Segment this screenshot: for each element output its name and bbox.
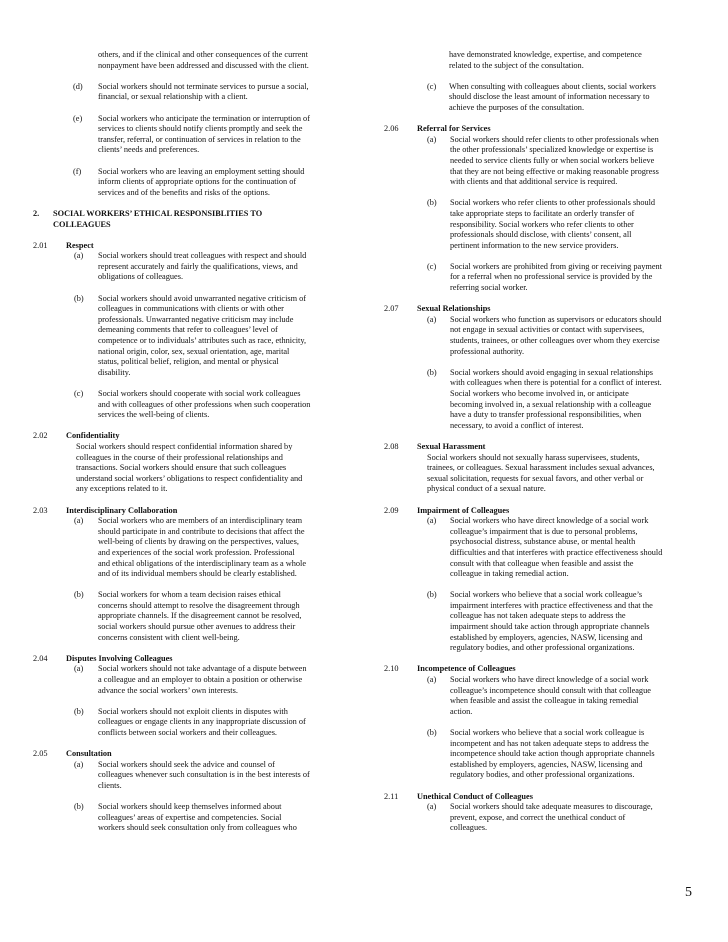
text-line: appropriate channels. If the disagreement cannot be resolved, (98, 611, 302, 621)
text-line: Social workers for whom a team decision raises ethical (98, 590, 281, 600)
text-line: Social workers should refer clients to other professionals when (450, 134, 659, 144)
text-line: Social workers who believe that a social work colleague is (450, 728, 645, 737)
text-line: difficulties and that interferes with practice effectiveness should (450, 547, 663, 557)
section-number: 2.08 (384, 441, 399, 451)
text-line: concerns should attempt to resolve the disagreement through (98, 600, 300, 610)
right-column (384, 50, 696, 845)
clause-item (66, 251, 345, 283)
spacer (417, 294, 696, 305)
text-line: demeaning comments that refer to colleagues’ level of (98, 325, 278, 335)
text-line: nonpayment have been addressed and discussed with the client. (98, 60, 309, 70)
section-2-11 (384, 792, 696, 845)
section-number: 2.01 (33, 240, 48, 250)
clause-label: (a) (74, 251, 84, 261)
clause-label: (e) (73, 113, 83, 123)
clause-item (417, 675, 696, 717)
text-line: have a duty to transfer professional responsibilities, when (450, 410, 642, 420)
section-number: 2.11 (384, 791, 399, 801)
text-line: action. (450, 706, 473, 716)
text-line: Social workers who are members of an interdisciplinary team (98, 516, 303, 526)
text-line: incompetent and has not taken adequate steps to address the (450, 738, 649, 748)
section-title: Respect (66, 240, 94, 250)
clause-item (417, 516, 696, 580)
text-line: that they are not being effective or making reasonable progress (450, 166, 659, 176)
clause-label: (b) (74, 706, 84, 716)
text-line: Social workers who are leaving an employment setting should (98, 166, 305, 176)
continued-text (33, 61, 345, 72)
spacer (417, 654, 696, 665)
text-line: colleague’s incompetence should consult with that colleague (450, 685, 651, 695)
spacer (417, 431, 696, 442)
text-line: take appropriate steps to facilitate an orderly transfer of (450, 208, 635, 218)
text-line: Social workers who become involved in, or anticipate (450, 389, 629, 398)
text-line: Social workers should treat colleagues with respect and should (98, 251, 307, 261)
text-line: referring social worker. (450, 283, 528, 293)
clause-item (417, 198, 696, 251)
text-line: and experiences of the social work profession. Professional (98, 547, 295, 557)
section-number: 2.07 (384, 304, 399, 314)
text-line: Social workers should keep themselves informed about (98, 802, 282, 812)
text-line: colleagues or engage clients in any inappropriate discussion of (98, 717, 306, 727)
spacer (66, 580, 345, 591)
text-line: conflicts between social workers and their colleagues. (98, 728, 278, 737)
text-line: for a referral when no professional service is provided by the (450, 272, 653, 282)
spacer (417, 580, 696, 591)
text-line: national origin, color, sex, sexual orientation, age, marital (98, 346, 290, 356)
text-line: inform clients of appropriate options for the continuation of (98, 177, 297, 187)
text-line: Social workers should take adequate measures to discourage, (450, 802, 653, 812)
text-line: professional authority. (450, 346, 525, 356)
clause-item (66, 760, 345, 792)
spacer (66, 696, 345, 707)
spacer (417, 188, 696, 199)
text-line: and ethical obligations of the interdisciplinary team as a whole (98, 558, 307, 568)
spacer (66, 495, 345, 506)
clause-label: (b) (74, 802, 84, 812)
text-line: colleague in taking remedial action. (450, 569, 569, 579)
clause-label: (a) (74, 516, 84, 526)
clause-item (417, 262, 696, 294)
section-2-09 (384, 506, 696, 665)
clause-label: (b) (427, 367, 437, 377)
text-line: well-being of clients by drawing on the perspectives, values, (98, 537, 299, 547)
text-line: needed to service clients fully or when social workers believe (450, 155, 655, 165)
text-line: established by employers, agencies, NASW, licensing and (450, 759, 643, 769)
section-2-01 (33, 241, 345, 432)
text-line: competence or to individuals’ attributes such as race, ethnicity, (98, 336, 307, 346)
text-line: Social workers who have direct knowledge of a social work (450, 516, 649, 526)
clause-label: (f) (73, 166, 82, 176)
section-2-07 (384, 304, 696, 442)
spacer (66, 421, 345, 432)
text-line: Social workers should not take advantage of a dispute between (98, 664, 307, 674)
text-line: and with colleagues of other professions when such cooperation (98, 399, 311, 409)
text-line: Social workers should seek the advice and counsel of (98, 759, 275, 769)
text-line: Social workers should avoid engaging in sexual relationships (450, 367, 654, 377)
clause-item (66, 802, 345, 834)
major-title-line: COLLEAGUES (53, 219, 111, 229)
clause-label: (a) (74, 759, 84, 769)
clause-label: (b) (427, 728, 437, 737)
section-number: 2.05 (33, 749, 48, 759)
text-line: not engage in sexual activities or contact with supervisees, (450, 325, 645, 335)
clause-label: (a) (427, 314, 437, 324)
major-title-line: SOCIAL WORKERS’ ETHICAL RESPONSIBLITIES TO (53, 208, 263, 218)
text-line: related to the subject of the consultation. (449, 60, 584, 70)
text-line: Social workers who function as supervisors or educators should (450, 314, 662, 324)
text-line: impairment should take action through appropriate channels (450, 622, 650, 632)
section-2-02 (33, 431, 345, 505)
clause-item (384, 82, 696, 114)
clause-item (66, 664, 345, 696)
left-column (33, 50, 345, 845)
text-line: clients. (98, 780, 122, 790)
spacer (417, 781, 696, 792)
text-line: consult with that colleague when feasible and assist the (450, 558, 634, 568)
section-title: Incompetence of Colleagues (417, 664, 516, 674)
clause-item (33, 114, 345, 156)
text-line: clients’ needs and preferences. (98, 145, 200, 155)
text-line: concerns consistent with client well-being. (98, 632, 240, 642)
clause-label: (a) (74, 664, 84, 674)
clause-item (417, 590, 696, 654)
clause-item (66, 389, 345, 421)
section-number: 2.03 (33, 505, 48, 515)
spacer (417, 495, 696, 506)
clause-label: (b) (74, 590, 84, 600)
text-line: Social workers should cooperate with social work colleagues (98, 389, 301, 398)
section-2-10 (384, 664, 696, 791)
text-line: understand social workers’ obligations to respect confidentiality and (76, 473, 303, 483)
clause-item (66, 590, 345, 643)
text-line: with clients and that additional service is required. (450, 177, 618, 187)
section-title: Unethical Conduct of Colleagues (417, 791, 533, 801)
clause-item (417, 368, 696, 432)
clause-item (417, 728, 696, 781)
clause-item (66, 707, 345, 739)
text-line: sexual solicitation, requests for sexual favors, and other verbal or (427, 473, 644, 483)
text-line: becoming involved in, a sexual relationship with a colleague (450, 399, 652, 409)
text-line: physical conduct of a sexual nature. (427, 484, 546, 494)
text-line: Social workers who have direct knowledge of a social work (450, 675, 649, 685)
clause-label: (c) (74, 389, 84, 398)
text-line: have demonstrated knowledge, expertise, and competence (449, 50, 642, 59)
clause-label: (a) (427, 802, 437, 812)
text-line: status, political belief, religion, and mental or physical (98, 357, 279, 367)
text-line: necessary, to avoid a conflict of interest. (450, 420, 584, 430)
spacer (66, 834, 345, 845)
text-line: colleagues. (450, 823, 488, 833)
clause-label: (c) (427, 81, 437, 91)
text-line: colleagues’ areas of expertise and competencies. Social (98, 812, 282, 822)
section-title: Sexual Relationships (417, 304, 491, 314)
continued-text (384, 50, 696, 61)
major-heading (33, 209, 345, 230)
spacer (66, 643, 345, 654)
spacer (66, 378, 345, 389)
text-line: trainees, or colleagues. Sexual harassment includes sexual advances, (427, 463, 655, 473)
clause-label: (d) (73, 81, 83, 91)
text-line: with colleagues when there is potential for a conflict of interest. (450, 378, 662, 388)
text-line: achieve the purposes of the consultation. (449, 102, 585, 112)
section-title: Sexual Harassment (417, 441, 486, 451)
section-number: 2.10 (384, 664, 399, 674)
text-line: the other professionals’ specialized knowledge or expertise is (450, 145, 654, 155)
section-paragraph (417, 453, 696, 495)
text-line: should disclose the least amount of information necessary to (449, 92, 650, 102)
section-number: 2.09 (384, 505, 399, 515)
clause-item (417, 315, 696, 357)
text-line: Social workers should not exploit clients in disputes with (98, 706, 288, 716)
section-title: Impairment of Colleagues (417, 505, 510, 515)
text-line: should participate in and contribute to decisions that affect the (98, 526, 305, 536)
text-line: represent accurately and fairly the qualifications, views, and (98, 261, 298, 271)
text-line: psychosocial distress, substance abuse, or mental health (450, 537, 636, 547)
text-line: a colleague and an employer to obtain a position or otherwise (98, 675, 303, 685)
clause-item (66, 516, 345, 580)
section-title: Disputes Involving Colleagues (66, 653, 173, 663)
clause-item (417, 802, 696, 834)
text-line: Social workers who believe that a social work colleague’s (450, 590, 643, 600)
text-line: professionals should disclose, with clients’ consent, all (450, 230, 632, 240)
text-line: social workers should pursue other avenues to address their (98, 622, 296, 632)
text-line: services to clients should notify clients promptly and seek the (98, 124, 303, 134)
text-line: Social workers are prohibited from giving or receiving payment (450, 261, 662, 271)
spacer (417, 717, 696, 728)
continued-text (384, 61, 696, 72)
spacer (66, 283, 345, 294)
section-2-06 (384, 124, 696, 304)
text-line: colleague’s impairment that is due to personal problems, (450, 526, 638, 536)
section-number: 2.04 (33, 653, 48, 663)
spacer (66, 792, 345, 803)
section-number: 2.06 (384, 124, 399, 134)
text-line: incompetence should take action though appropriate channels (450, 749, 655, 759)
text-line: any exceptions related to it. (76, 484, 168, 494)
clause-label: (a) (427, 134, 437, 144)
text-line: others, and if the clinical and other consequences of the current (98, 50, 308, 59)
page-number: 5 (685, 885, 692, 900)
clause-item (33, 167, 345, 199)
text-line: When consulting with colleagues about clients, social workers (449, 81, 656, 91)
text-line: Social workers should not terminate services to pursue a social, (98, 81, 309, 91)
section-title: Consultation (66, 749, 112, 759)
text-line: disability. (98, 367, 131, 377)
text-line: services the well-being of clients. (98, 410, 210, 420)
text-line: workers should seek consultation only from colleagues who (98, 823, 297, 833)
clause-item (66, 294, 345, 379)
text-line: transactions. Social workers should ensure that such colleagues (76, 463, 287, 473)
text-line: and of its individual members should be clearly established. (98, 569, 297, 579)
text-line: established by employers, agencies, NASW, licensing and (450, 632, 643, 642)
text-line: Social workers who anticipate the termination or interruption of (98, 113, 310, 123)
text-line: colleagues whenever such consultation is in the best interests of (98, 770, 310, 780)
text-line: advance the social workers’ own interests. (98, 685, 238, 695)
clause-item (417, 135, 696, 188)
clause-label: (c) (427, 261, 437, 271)
clause-label: (a) (427, 516, 437, 526)
text-line: professionals. Unwarranted negative criticism may include (98, 314, 294, 324)
text-line: obligations of colleagues. (98, 272, 184, 282)
major-number: 2. (33, 208, 40, 218)
text-line: Social workers should avoid unwarranted negative criticism of (98, 293, 307, 303)
text-line: Social workers who refer clients to other professionals should (450, 198, 656, 208)
text-line: prevent, expose, and correct the unethical conduct of (450, 812, 626, 822)
section-paragraph (66, 442, 345, 495)
section-2-05 (33, 749, 345, 844)
clause-label: (b) (427, 198, 437, 208)
text-line: responsibility. Social workers who refer clients to other (450, 219, 634, 229)
section-title: Interdisciplinary Collaboration (66, 505, 178, 515)
text-line: financial, or sexual relationship with a client. (98, 92, 248, 102)
clause-label: (a) (427, 675, 437, 685)
continued-text (33, 50, 345, 61)
section-2-08 (384, 442, 696, 506)
spacer (66, 739, 345, 750)
text-line: colleagues in the course of their professional relationships and (76, 452, 283, 462)
text-line: impairment interferes with practice effectiveness and that the (450, 600, 653, 610)
text-line: colleague has not taken adequate steps to address the (450, 611, 626, 621)
clause-label: (b) (427, 590, 437, 600)
text-line: students, trainees, or other colleagues over whom they exercise (450, 336, 660, 346)
section-2-04 (33, 654, 345, 749)
text-line: services and of the benefits and risks of the options. (98, 187, 270, 197)
text-line: regulatory bodies, and other professional organizations. (450, 770, 635, 780)
clause-label: (b) (74, 293, 84, 303)
spacer (417, 834, 696, 845)
spacer (417, 357, 696, 368)
text-line: transfer, referral, or continuation of services in relation to the (98, 134, 301, 144)
section-2-03 (33, 506, 345, 654)
section-number: 2.02 (33, 431, 48, 441)
section-title: Confidentiality (66, 431, 120, 441)
text-line: Social workers should not sexually harass supervisees, students, (427, 452, 640, 462)
clause-item (33, 82, 345, 103)
text-line: colleagues in communications with clients or with other (98, 304, 284, 314)
spacer (417, 251, 696, 262)
text-line: when feasible and assist the colleague in taking remedial (450, 696, 639, 706)
section-title: Referral for Services (417, 124, 491, 134)
text-line: Social workers should respect confidential information shared by (76, 441, 293, 451)
text-line: regulatory bodies, and other professional organizations. (450, 643, 635, 653)
text-line: pertinent information to the new service providers. (450, 240, 619, 250)
